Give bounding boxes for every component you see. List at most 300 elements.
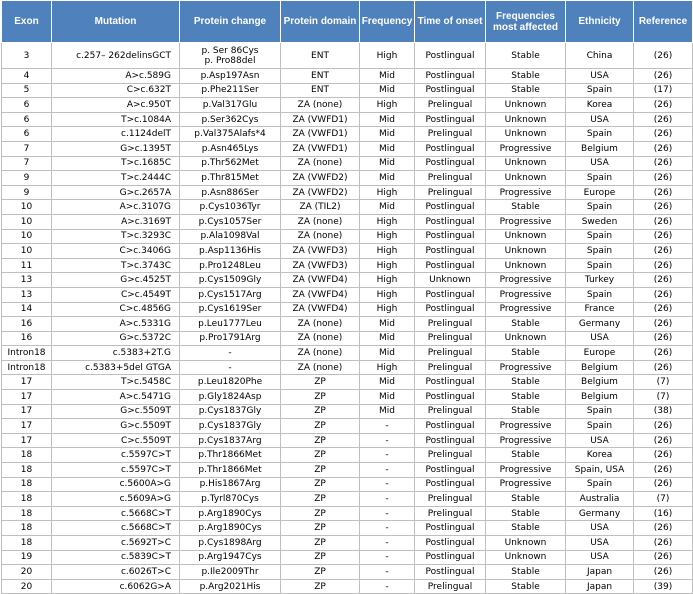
cell-time-of-onset: Postlingual	[415, 112, 486, 127]
cell-mutation: c.5383+2T.G	[52, 346, 180, 361]
cell-exon: 6	[2, 98, 52, 113]
cell-ethnicity: USA	[566, 550, 634, 565]
cell-exon: 13	[2, 273, 52, 288]
cell-reference: (26)	[634, 214, 693, 229]
cell-frequency: -	[360, 448, 415, 463]
cell-frequency: -	[360, 579, 415, 594]
cell-mutation: C>c.3406G	[52, 244, 180, 259]
cell-ethnicity: Belgium	[566, 141, 634, 156]
header-frequency: Frequency	[360, 1, 415, 43]
cell-frequencies-most-affected: Unknown	[486, 112, 566, 127]
cell-exon: 10	[2, 200, 52, 215]
cell-mutation: C>c.632T	[52, 83, 180, 98]
cell-exon: Intron18	[2, 346, 52, 361]
cell-frequency: High	[360, 302, 415, 317]
cell-frequency: Mid	[360, 404, 415, 419]
cell-protein-domain: ZP	[281, 506, 360, 521]
cell-exon: 19	[2, 550, 52, 565]
cell-frequencies-most-affected: Progressive	[486, 419, 566, 434]
cell-frequencies-most-affected: Unknown	[486, 550, 566, 565]
cell-time-of-onset: Prelingual	[415, 317, 486, 332]
cell-reference: (26)	[634, 273, 693, 288]
header-protein-domain: Protein domain	[281, 1, 360, 43]
cell-frequencies-most-affected: Unknown	[486, 258, 566, 273]
cell-reference: (7)	[634, 492, 693, 507]
cell-time-of-onset: Postlingual	[415, 433, 486, 448]
cell-frequency: -	[360, 521, 415, 536]
cell-protein-change: p.Cys1898Arg	[180, 536, 281, 551]
cell-mutation: T>c.3293C	[52, 229, 180, 244]
cell-frequencies-most-affected: Unknown	[486, 156, 566, 171]
cell-exon: 5	[2, 83, 52, 98]
cell-frequency: Mid	[360, 141, 415, 156]
cell-protein-change	[180, 43, 281, 69]
cell-ethnicity: Australia	[566, 492, 634, 507]
cell-reference: (26)	[634, 536, 693, 551]
table-row	[2, 83, 693, 98]
cell-ethnicity: Japan	[566, 565, 634, 580]
cell-mutation: c.5839C>T	[52, 550, 180, 565]
cell-frequencies-most-affected: Stable	[486, 521, 566, 536]
cell-reference: (26)	[634, 477, 693, 492]
cell-reference: (26)	[634, 229, 693, 244]
header-reference: Reference	[634, 1, 693, 43]
cell-reference: (26)	[634, 433, 693, 448]
cell-ethnicity: USA	[566, 331, 634, 346]
cell-frequencies-most-affected: Stable	[486, 492, 566, 507]
cell-ethnicity: Spain	[566, 258, 634, 273]
cell-reference: (26)	[634, 43, 693, 69]
mutation-table-container	[1, 0, 692, 594]
cell-mutation: G>c.2657A	[52, 185, 180, 200]
cell-mutation: T>c.1685C	[52, 156, 180, 171]
cell-frequencies-most-affected: Progressive	[486, 141, 566, 156]
cell-protein-domain: ZP	[281, 536, 360, 551]
table-row	[2, 156, 693, 171]
table-row	[2, 448, 693, 463]
cell-frequency: Mid	[360, 83, 415, 98]
table-row	[2, 390, 693, 405]
cell-protein-change: p.Asp197Asn	[180, 69, 281, 84]
cell-exon: 17	[2, 375, 52, 390]
cell-frequencies-most-affected: Progressive	[486, 287, 566, 302]
cell-mutation: C>c.4856G	[52, 302, 180, 317]
cell-frequencies-most-affected: Progressive	[486, 302, 566, 317]
cell-mutation: A>c.3169T	[52, 214, 180, 229]
cell-ethnicity: France	[566, 302, 634, 317]
table-row	[2, 200, 693, 215]
cell-protein-change: p.Gly1824Asp	[180, 390, 281, 405]
cell-frequencies-most-affected: Progressive	[486, 477, 566, 492]
cell-protein-domain: ZA (none)	[281, 331, 360, 346]
table-row	[2, 360, 693, 375]
table-row	[2, 185, 693, 200]
cell-mutation: c.5600A>G	[52, 477, 180, 492]
cell-frequency: High	[360, 214, 415, 229]
table-row	[2, 98, 693, 113]
cell-frequencies-most-affected: Stable	[486, 346, 566, 361]
cell-exon: 9	[2, 171, 52, 186]
cell-exon: 18	[2, 521, 52, 536]
cell-protein-change: p.Thr815Met	[180, 171, 281, 186]
cell-protein-domain: ZA (none)	[281, 229, 360, 244]
cell-exon: 18	[2, 492, 52, 507]
cell-time-of-onset: Postlingual	[415, 214, 486, 229]
cell-protein-domain: ZP	[281, 579, 360, 594]
cell-frequencies-most-affected: Stable	[486, 565, 566, 580]
cell-protein-change: p.Cys1509Gly	[180, 273, 281, 288]
cell-protein-change: p.Phe211Ser	[180, 83, 281, 98]
cell-frequency: -	[360, 565, 415, 580]
table-row	[2, 244, 693, 259]
cell-frequency: -	[360, 433, 415, 448]
cell-mutation: c.6026T>C	[52, 565, 180, 580]
cell-ethnicity: Korea	[566, 98, 634, 113]
cell-protein-change: p.Thr1866Met	[180, 448, 281, 463]
cell-mutation: c.6062G>A	[52, 579, 180, 594]
cell-mutation: c.5597C>T	[52, 463, 180, 478]
cell-reference: (26)	[634, 317, 693, 332]
cell-time-of-onset: Prelingual	[415, 127, 486, 142]
cell-protein-change: p.Cys1057Ser	[180, 214, 281, 229]
cell-time-of-onset: Postlingual	[415, 390, 486, 405]
cell-protein-domain: ZA (VWFD4)	[281, 273, 360, 288]
cell-mutation: T>c.3743C	[52, 258, 180, 273]
cell-frequencies-most-affected: Stable	[486, 506, 566, 521]
cell-mutation: A>c.950T	[52, 98, 180, 113]
cell-reference: (26)	[634, 185, 693, 200]
cell-ethnicity: Korea	[566, 448, 634, 463]
cell-protein-change: p.Ser362Cys	[180, 112, 281, 127]
table-row	[2, 112, 693, 127]
cell-frequency: -	[360, 477, 415, 492]
cell-mutation: c.257– 262delinsGCT	[52, 43, 180, 69]
cell-time-of-onset: Postlingual	[415, 536, 486, 551]
cell-exon: 9	[2, 185, 52, 200]
cell-ethnicity: Belgium	[566, 390, 634, 405]
cell-reference: (17)	[634, 83, 693, 98]
cell-exon: 18	[2, 463, 52, 478]
cell-ethnicity: Germany	[566, 506, 634, 521]
cell-mutation: c.5668C>T	[52, 506, 180, 521]
cell-mutation: c.5692T>C	[52, 536, 180, 551]
cell-mutation: G>c.5372C	[52, 331, 180, 346]
cell-ethnicity: USA	[566, 69, 634, 84]
cell-mutation: c.1124delT	[52, 127, 180, 142]
cell-ethnicity: Spain	[566, 171, 634, 186]
cell-exon: 10	[2, 244, 52, 259]
cell-reference: (26)	[634, 331, 693, 346]
cell-protein-domain: ZA (VWFD1)	[281, 141, 360, 156]
cell-protein-change: p.Pro1791Arg	[180, 331, 281, 346]
cell-protein-change: p.Arg1890Cys	[180, 506, 281, 521]
cell-time-of-onset: Postlingual	[415, 83, 486, 98]
cell-mutation: c.5668C>T	[52, 521, 180, 536]
cell-frequencies-most-affected: Unknown	[486, 536, 566, 551]
cell-protein-domain: ZA (none)	[281, 98, 360, 113]
cell-ethnicity: Spain	[566, 419, 634, 434]
cell-reference: (26)	[634, 565, 693, 580]
cell-exon: 11	[2, 258, 52, 273]
table-row	[2, 492, 693, 507]
cell-frequencies-most-affected: Progressive	[486, 433, 566, 448]
cell-ethnicity: Turkey	[566, 273, 634, 288]
cell-protein-change: p.Ile2009Thr	[180, 565, 281, 580]
cell-frequency: Mid	[360, 317, 415, 332]
cell-mutation: A>c.589G	[52, 69, 180, 84]
cell-reference: (26)	[634, 98, 693, 113]
cell-exon: 18	[2, 506, 52, 521]
cell-protein-change: p.Val317Glu	[180, 98, 281, 113]
cell-reference: (16)	[634, 506, 693, 521]
cell-protein-domain: ZA (VWFD3)	[281, 258, 360, 273]
cell-frequency: Mid	[360, 375, 415, 390]
cell-frequencies-most-affected: Progressive	[486, 273, 566, 288]
cell-frequencies-most-affected: Progressive	[486, 185, 566, 200]
cell-mutation: G>c.5509T	[52, 404, 180, 419]
cell-mutation: A>c.5471G	[52, 390, 180, 405]
cell-exon: 17	[2, 433, 52, 448]
cell-ethnicity: China	[566, 43, 634, 69]
cell-frequencies-most-affected: Stable	[486, 69, 566, 84]
cell-protein-change: p.His1867Arg	[180, 477, 281, 492]
table-row	[2, 287, 693, 302]
cell-protein-change: p.Cys1837Gly	[180, 419, 281, 434]
cell-ethnicity: Japan	[566, 579, 634, 594]
cell-protein-domain: ZA (none)	[281, 156, 360, 171]
cell-time-of-onset: Prelingual	[415, 492, 486, 507]
cell-ethnicity: USA	[566, 521, 634, 536]
cell-frequencies-most-affected: Unknown	[486, 127, 566, 142]
cell-reference: (7)	[634, 390, 693, 405]
cell-protein-domain: ZA (VWFD4)	[281, 287, 360, 302]
cell-ethnicity: Spain	[566, 200, 634, 215]
cell-reference: (26)	[634, 156, 693, 171]
cell-time-of-onset: Postlingual	[415, 521, 486, 536]
cell-time-of-onset: Unknown	[415, 273, 486, 288]
table-row	[2, 419, 693, 434]
cell-protein-change: p.Pro1248Leu	[180, 258, 281, 273]
cell-frequencies-most-affected: Stable	[486, 404, 566, 419]
cell-time-of-onset: Prelingual	[415, 579, 486, 594]
cell-mutation: T>c.1084A	[52, 112, 180, 127]
cell-frequency: Mid	[360, 156, 415, 171]
cell-frequencies-most-affected: Stable	[486, 579, 566, 594]
cell-exon: 16	[2, 331, 52, 346]
table-row	[2, 346, 693, 361]
cell-protein-change: p.Arg2021His	[180, 579, 281, 594]
cell-protein-domain: ZP	[281, 390, 360, 405]
mutation-table	[1, 0, 693, 594]
table-row	[2, 375, 693, 390]
cell-reference: (26)	[634, 112, 693, 127]
cell-ethnicity: Spain	[566, 229, 634, 244]
cell-frequency: Mid	[360, 390, 415, 405]
cell-reference: (38)	[634, 404, 693, 419]
cell-time-of-onset: Prelingual	[415, 404, 486, 419]
cell-exon: 20	[2, 565, 52, 580]
cell-ethnicity: Spain, USA	[566, 463, 634, 478]
header-frequencies-most-affected: Frequencies most affected	[486, 1, 566, 43]
cell-reference: (26)	[634, 258, 693, 273]
protein-change-line: p. Pro88del	[204, 55, 256, 66]
cell-time-of-onset: Postlingual	[415, 302, 486, 317]
cell-reference: (26)	[634, 127, 693, 142]
cell-frequencies-most-affected: Stable	[486, 448, 566, 463]
cell-mutation: T>c.2444C	[52, 171, 180, 186]
cell-protein-domain: ENT	[281, 83, 360, 98]
cell-reference: (26)	[634, 141, 693, 156]
cell-frequency: -	[360, 536, 415, 551]
cell-mutation: A>c.5331G	[52, 317, 180, 332]
cell-reference: (26)	[634, 360, 693, 375]
cell-protein-change: p.Thr1866Met	[180, 463, 281, 478]
cell-mutation: G>c.4525T	[52, 273, 180, 288]
cell-protein-change: p.Ala1098Val	[180, 229, 281, 244]
cell-protein-domain: ENT	[281, 43, 360, 69]
cell-exon: 18	[2, 536, 52, 551]
cell-protein-change: p.Asn465Lys	[180, 141, 281, 156]
table-row	[2, 43, 693, 69]
header-row	[2, 1, 693, 43]
cell-time-of-onset: Postlingual	[415, 200, 486, 215]
cell-protein-change: p.Thr562Met	[180, 156, 281, 171]
cell-protein-change: p.Asp1136His	[180, 244, 281, 259]
cell-frequency: Mid	[360, 112, 415, 127]
cell-frequency: Mid	[360, 127, 415, 142]
cell-mutation: c.5597C>T	[52, 448, 180, 463]
table-row	[2, 69, 693, 84]
cell-mutation: G>c.5509T	[52, 419, 180, 434]
header-mutation: Mutation	[52, 1, 180, 43]
cell-frequency: High	[360, 185, 415, 200]
cell-protein-domain: ZA (VWFD2)	[281, 185, 360, 200]
cell-frequency: Mid	[360, 69, 415, 84]
cell-exon: 17	[2, 404, 52, 419]
cell-time-of-onset: Postlingual	[415, 156, 486, 171]
table-row	[2, 258, 693, 273]
cell-frequency: Mid	[360, 171, 415, 186]
cell-frequency: Mid	[360, 200, 415, 215]
table-row	[2, 463, 693, 478]
cell-protein-domain: ENT	[281, 69, 360, 84]
header-ethnicity: Ethnicity	[566, 1, 634, 43]
cell-reference: (26)	[634, 419, 693, 434]
cell-protein-change: p.Arg1890Cys	[180, 521, 281, 536]
table-row	[2, 214, 693, 229]
cell-frequency: -	[360, 492, 415, 507]
table-row	[2, 506, 693, 521]
cell-ethnicity: Spain	[566, 477, 634, 492]
cell-ethnicity: Germany	[566, 317, 634, 332]
cell-protein-domain: ZA (none)	[281, 317, 360, 332]
cell-frequency: High	[360, 244, 415, 259]
cell-reference: (26)	[634, 550, 693, 565]
table-row	[2, 550, 693, 565]
cell-frequencies-most-affected: Stable	[486, 375, 566, 390]
cell-protein-domain: ZA (VWFD1)	[281, 112, 360, 127]
cell-ethnicity: USA	[566, 156, 634, 171]
cell-protein-domain: ZA (none)	[281, 214, 360, 229]
cell-frequency: High	[360, 229, 415, 244]
table-row	[2, 477, 693, 492]
cell-protein-change: -	[180, 360, 281, 375]
cell-protein-change: p.Cys1837Gly	[180, 404, 281, 419]
cell-frequencies-most-affected: Progressive	[486, 360, 566, 375]
header-time-of-onset: Time of onset	[415, 1, 486, 43]
cell-ethnicity: USA	[566, 112, 634, 127]
cell-exon: 13	[2, 287, 52, 302]
cell-mutation: c.5609A>G	[52, 492, 180, 507]
cell-frequencies-most-affected: Unknown	[486, 229, 566, 244]
cell-frequencies-most-affected: Progressive	[486, 463, 566, 478]
cell-protein-domain: ZA (VWFD3)	[281, 244, 360, 259]
cell-time-of-onset: Postlingual	[415, 419, 486, 434]
table-row	[2, 404, 693, 419]
header-protein-change: Protein change	[180, 1, 281, 43]
cell-exon: 17	[2, 419, 52, 434]
table-row	[2, 433, 693, 448]
cell-protein-domain: ZA (VWFD4)	[281, 302, 360, 317]
cell-protein-domain: ZA (VWFD2)	[281, 171, 360, 186]
cell-time-of-onset: Postlingual	[415, 463, 486, 478]
cell-frequency: High	[360, 287, 415, 302]
cell-frequencies-most-affected: Unknown	[486, 244, 566, 259]
cell-protein-change: p.Cys1837Arg	[180, 433, 281, 448]
cell-protein-domain: ZP	[281, 433, 360, 448]
cell-ethnicity: Europe	[566, 185, 634, 200]
cell-protein-domain: ZA (none)	[281, 360, 360, 375]
cell-exon: 14	[2, 302, 52, 317]
cell-time-of-onset: Prelingual	[415, 448, 486, 463]
cell-time-of-onset: Prelingual	[415, 98, 486, 113]
table-body	[2, 43, 693, 594]
cell-mutation: c.5383+5del GTGA	[52, 360, 180, 375]
cell-time-of-onset: Prelingual	[415, 171, 486, 186]
cell-exon: 20	[2, 579, 52, 594]
cell-exon: 10	[2, 229, 52, 244]
cell-time-of-onset: Prelingual	[415, 360, 486, 375]
table-row	[2, 273, 693, 288]
cell-protein-domain: ZP	[281, 375, 360, 390]
cell-protein-domain: ZP	[281, 404, 360, 419]
cell-protein-domain: ZP	[281, 521, 360, 536]
cell-protein-change: p.Leu1820Phe	[180, 375, 281, 390]
cell-mutation: A>c.3107G	[52, 200, 180, 215]
cell-ethnicity: Sweden	[566, 214, 634, 229]
cell-frequencies-most-affected: Unknown	[486, 98, 566, 113]
cell-protein-domain: ZP	[281, 492, 360, 507]
cell-protein-change: p.Asn886Ser	[180, 185, 281, 200]
cell-exon: 6	[2, 112, 52, 127]
cell-protein-domain: ZP	[281, 550, 360, 565]
cell-mutation: T>c.5458C	[52, 375, 180, 390]
cell-protein-domain: ZP	[281, 448, 360, 463]
cell-exon: 16	[2, 317, 52, 332]
cell-exon: Intron18	[2, 360, 52, 375]
cell-time-of-onset: Prelingual	[415, 185, 486, 200]
cell-frequency: High	[360, 43, 415, 69]
cell-protein-change: p.Arg1947Cys	[180, 550, 281, 565]
cell-reference: (26)	[634, 346, 693, 361]
cell-frequency: -	[360, 550, 415, 565]
cell-frequencies-most-affected: Stable	[486, 317, 566, 332]
cell-reference: (26)	[634, 200, 693, 215]
cell-frequency: High	[360, 360, 415, 375]
cell-exon: 4	[2, 69, 52, 84]
cell-frequency: -	[360, 419, 415, 434]
cell-exon: 18	[2, 448, 52, 463]
